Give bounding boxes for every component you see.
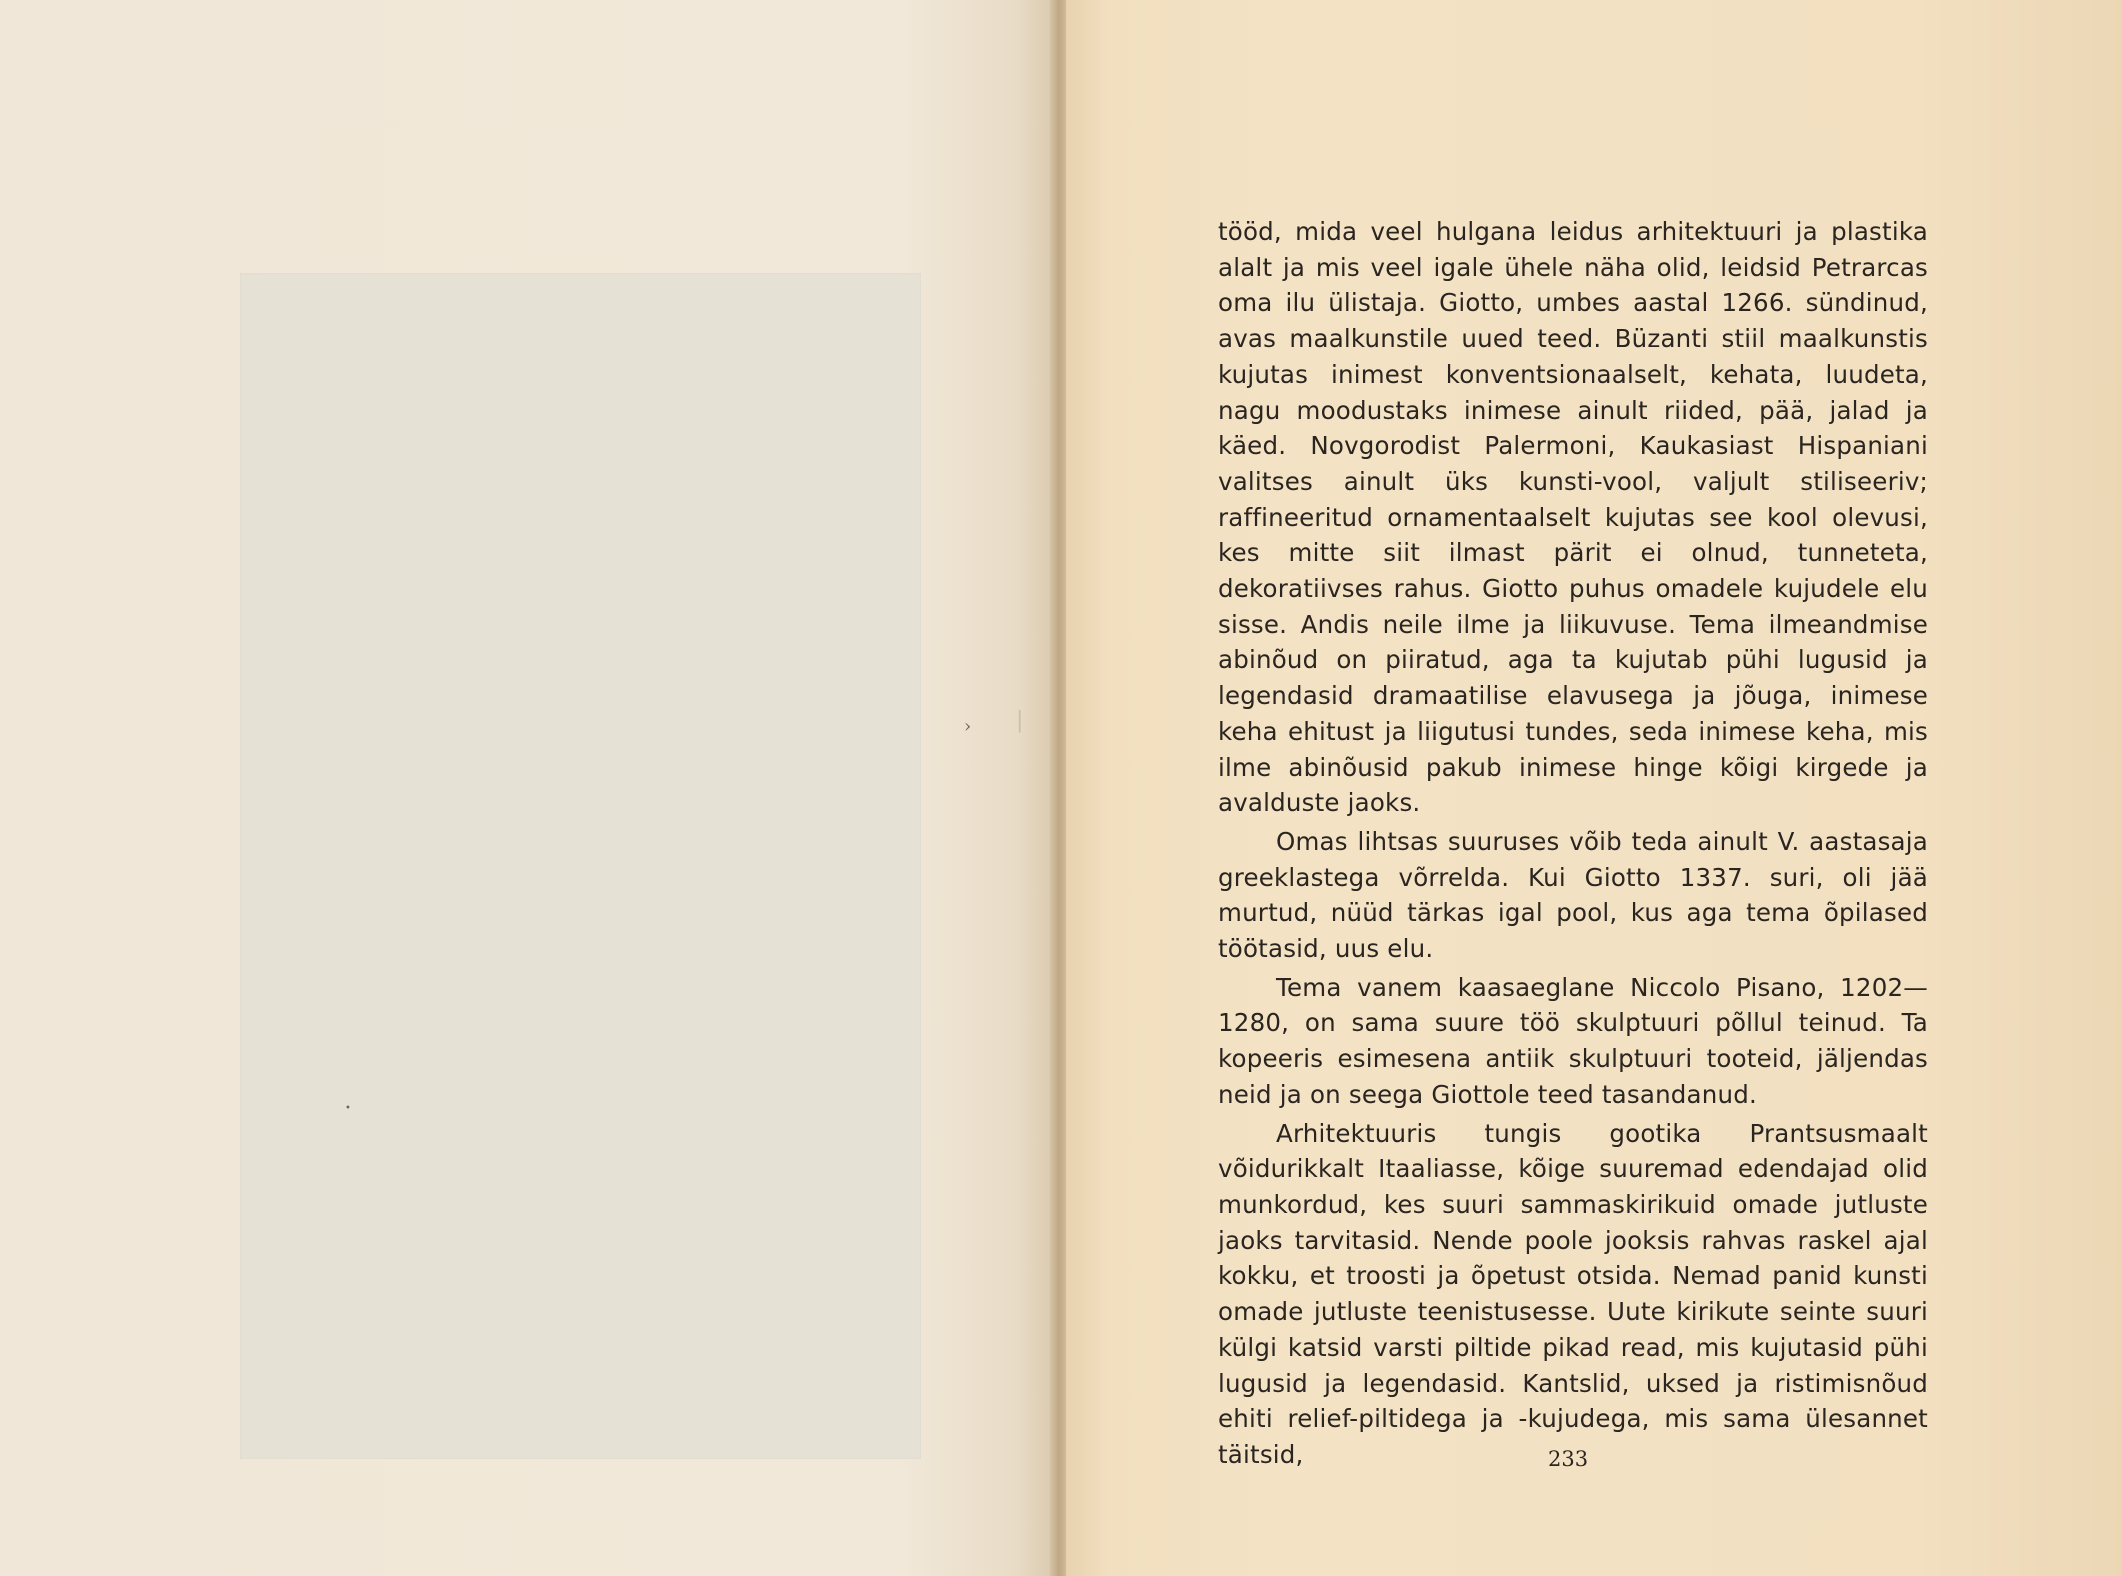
page-number: 233 <box>1548 1447 1589 1471</box>
paragraph: Omas lihtsas suuruses võib teda ainult V. aastasaja greeklastega võrrelda. Kui Giotto 1337. suri, oli jää murtud, nüüd tärkas igal pool, kus aga tema õpilased töötasid, uus elu. <box>1218 826 1928 964</box>
paper-speck: | <box>1016 708 1024 733</box>
paragraph: Tema vanem kaasaeglane Niccolo Pisano, 1202—1280, on sama suure töö skulptuuri põllul teinud. Ta kopeeris esimesena antiik skulptuuri tooteid, jäljendas neid ja on seega Giottole teed tasandanud. <box>1218 972 1928 1109</box>
paragraph: tööd, mida veel hulgana leidus arhitektuuri ja plastika alalt ja mis veel igale ühele näha olid, leidsid Petrarcas oma ilu ülistaja. Giotto, umbes aastal 1266. sündinud, avas maalkunstile uued teed. Büzanti stiil maalkunstis kujutas inimest konventsionaalselt, kehata, luudeta, nagu moodustaks inimese ainult riided, pää, jalad ja käed. Novgorodist Palermoni, Kaukasiast Hispaniani valitses ainult üks kunsti-vool, valjult stiliseeriv; raffineeritud ornamentaalselt kujutas see kool olevusi, kes mitte siit ilmast pärit ei olnud, tunneteta, dekoratiivses rahus. Giotto puhus omadele kujudele elu sisse. Andis neile ilme ja liikuvuse. Tema ilmeandmise abinõud on piiratud, aga ta kujutab pühi lugusid ja legendasid dramaatilise elavusega ja jõuga, inimese keha ehitust ja liigutusi tundes, seda inimese keha, mis ilme abinõusid pakub inimese hinge kõigi kirgede ja avalduste jaoks. <box>1218 217 1928 818</box>
left-page <box>0 0 1058 1576</box>
body-text <box>1218 214 1928 1473</box>
paragraph: Arhitektuuris tungis gootika Prantsusmaalt võidurikkalt Itaaliasse, kõige suuremad edendajad olid munkordud, kes suuri sammaskirikuid omade jutluste jaoks tarvitasid. Nende poole jooksis rahvas raskel ajal kokku, et troosti ja õpetust otsida. Nemad panid kunsti omade jutluste teenistusesse. Uute kirikute seinte suuri külgi katsid varsti piltide pikad read, mis kujutasid pühi lugusid ja legendasid. Kantslid, uksed ja ristimisnõud ehiti relief-piltidega ja -kujudega, mis sama ülesannet täitsid, <box>1218 1118 1928 1469</box>
paper-speck: • <box>345 1103 351 1114</box>
blank-plate-area <box>240 273 921 1459</box>
paper-speck: › <box>964 716 972 737</box>
